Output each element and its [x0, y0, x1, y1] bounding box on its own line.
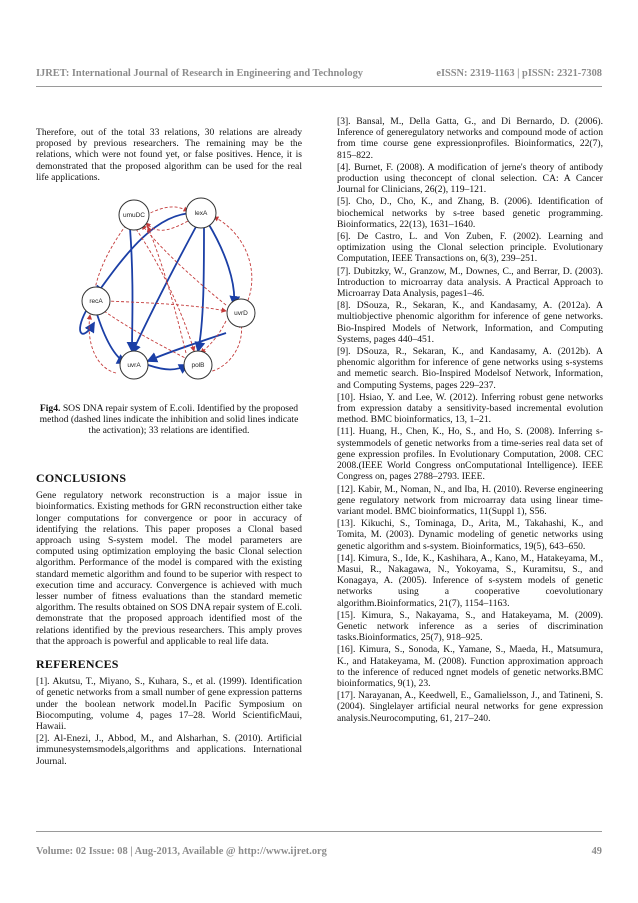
- node-label: uvrA: [127, 362, 141, 370]
- node-uvrA: [120, 351, 148, 379]
- reference-item: [17]. Narayanan, A., Keedwell, E., Gamalielsson, J., and Tatineni, S. (2004). Singlelayer artificial neural networks for gene expression analysis.Neurocomputing, 61, 217–240.: [337, 690, 603, 724]
- caption-label: Fig4.: [39, 403, 61, 415]
- edge-umuDC-recA: [94, 225, 126, 293]
- reference-item: [10]. Hsiao, Y. and Lee, W. (2012). Inferring robust gene networks from expression databy a sensitivity-based incremental evolution method. BMC bioinformatics, 13, 1–21.: [337, 391, 603, 426]
- reference-item: [1]. Akutsu, T., Miyano, S., Kuhara, S., et al. (1999). Identification of genetic networks from a small number of gene expression patterns under the boolean network model.In Pacific Symposium on Biocomputing, volume 4, pages 17–28. World ScientificMaui, Hawaii.: [36, 676, 302, 733]
- references-list-left: [36, 676, 302, 767]
- reference-item: [5]. Cho, D., Cho, K., and Zhang, B. (2006). Identification of biochemical networks by s-tree based genetic programming. Bioinformatics, 22(13), 1631–1640.: [337, 196, 603, 230]
- node-recA: [82, 287, 110, 315]
- reference-item: [9]. DSouza, R., Sekaran, K., and Kandasamy, A. (2012b). A phenomic algorithm for inference of gene networks using s-systems and memetic search. Bio-Inspired Modelsof Network, Information, and Computing Systems, pages 229–237.: [337, 346, 603, 391]
- reference-item: [2]. Al-Enezi, J., Abbod, M., and Alsharhan, S. (2010). Artificial immunesystemsmodels,algorithms and applications. International Journal.: [36, 733, 302, 767]
- caption-text: SOS DNA repair system of E.coli. Identified by the proposed method (dashed lines indicate the inhibition and solid lines indicate the activation); 33 relations are identified.: [39, 403, 299, 437]
- reference-item: [16]. Kimura, S., Sonoda, K., Yamane, S., Maeda, H., Matsumura, K., and Hatakeyama, M. (2008). Function approximation approach to the inference of reduced ngnet models of genetic networks.BMC bioinformatics, 9(1), 23.: [337, 644, 603, 689]
- reference-item: [15]. Kimura, S., Nakayama, S., and Hatakeyama, M. (2009). Genetic network inference as a series of discrimination tasks.Bioinformatics, 25(7), 918–925.: [337, 609, 603, 644]
- reference-item: [14]. Kimura, S., Ide, K., Kashihara, A., Kano, M., Hatakeyama, M., Masui, R., Nakagawa, N., Yokoyama, S., Kuramitsu, S., and Konagaya, A. (2005). Inference of s-system models of genetic networks using a cooperative coevolutionary algorithm.Bioinformatics, 21(7), 1154–1163.: [337, 552, 603, 609]
- edge-lexA-polB: [198, 225, 204, 351]
- page-number: 49: [591, 846, 602, 857]
- conclusions-heading: CONCLUSIONS: [36, 471, 127, 486]
- reference-item: [13]. Kikuchi, S., Tominaga, D., Arita, M., Takahashi, K., and Tomita, M. (2003). Dynamic modeling of genetic networks using genetic algorithm and s-system. Bioinformatics, 19(5), 643–650.: [337, 518, 603, 552]
- reference-item: [4]. Burnet, F. (2008). A modification of jerne's theory of antibody production using theconcept of clonal selection. CA: A Cancer Journal for Clinicians, 26(2), 119–121.: [337, 161, 603, 196]
- reference-item: [6]. De Castro, L. and Von Zuben, F. (2002). Learning and optimization using the Clonal selection principle. Evolutionary Computation, IEEE Transactions on, 6(3), 239–251.: [337, 231, 603, 265]
- reference-item: [11]. Huang, H., Chen, K., Ho, S., and Ho, S. (2008). Inferring s-systemmodels of genetic networks from a time-series real data set of gene expression profiles. In Evolutionary Computation, 2008. CEC 2008.(IEEE World Congress onComputational Intelligence). IEEE Congress on, pages 2788–2793. IEEE.: [337, 426, 603, 483]
- issn-line: eISSN: 2319-1163 | pISSN: 2321-7308: [436, 68, 602, 79]
- figure-4: [36, 193, 302, 463]
- edge-recA-uvrA: [96, 311, 126, 363]
- node-lexA: [186, 198, 216, 228]
- node-polB: [184, 351, 212, 379]
- node-label: umuDC: [122, 212, 146, 220]
- edge-recA-uvrD: [106, 301, 226, 311]
- node-umuDC: [119, 200, 149, 230]
- intro-paragraph: Therefore, out of the total 33 relations, 30 relations are already proposed by previous researchers. The remaining may be the relations, which were not found yet, or false positives. Hence, it is demonstrated that the proposed algorithm can be used for the real life applications.: [36, 127, 302, 183]
- node-uvrD: [227, 299, 255, 327]
- node-label: lexA: [194, 210, 208, 218]
- footer-rule: [36, 831, 602, 832]
- right-column: [337, 116, 603, 725]
- reference-item: [8]. DSouza, R., Sekaran, K., and Kandasamy, A. (2012a). A multiobjective phenomic algorithm for inference of gene networks. Bio-Inspired Models of Network, Information, and Computing Systems, pages 440–451.: [337, 300, 603, 345]
- left-column: [36, 127, 302, 768]
- journal-name: IJRET: International Journal of Research in Engineering and Technology: [36, 68, 363, 79]
- references-heading: REFERENCES: [36, 657, 119, 672]
- running-header: [36, 68, 602, 79]
- edge-uvrA-polB: [148, 365, 188, 370]
- reference-item: [7]. Dubitzky, W., Granzow, M., Downes, C., and Berrar, D. (2003). Introduction to microarray data analysis. A Practical Approach to Microarray Data Analysis, pages1–46.: [337, 265, 603, 300]
- reference-item: [12]. Kabir, M., Noman, N., and Iba, H. (2010). Reverse engineering gene regulatory network from microarray data using linear time-variant model. BMC bioinformatics, 11(Suppl 1), S56.: [337, 483, 603, 517]
- conclusions-paragraph: Gene regulatory network reconstruction is a major issue in bioinformatics. Existing methods for GRN reconstruction either take longer computations for convergence or poor in accuracy of identifying the relations. This paper proposes a Clonal based approach using S-system model. The model parameters are computed using optimization employing the basic Clonal selection algorithm. Performance of the model is compared with the existing standard memetic algorithm and found to be superior with respect to execution time and accuracy. Convergence is achieved with much lesser number of fitness evaluations than the standard memetic algorithm. The results obtained on SOS DNA repair system of E.coli. demonstrate that the proposed approach identified most of the relations identified by the previous researchers. This amply proves that the approach is powerful and applicable to real life data.: [36, 490, 303, 647]
- header-rule: [36, 86, 602, 87]
- node-label: polB: [191, 362, 205, 370]
- edge-uvrD-umuDC: [142, 225, 226, 305]
- edge-lexA-uvrD: [208, 223, 234, 305]
- inhibition-edges: [89, 207, 252, 373]
- reference-item: [3]. Bansal, M., Della Gatta, G., and Di Bernardo, D. (2006). Inference of generegulatory networks and compound mode of action from time course gene expressionprofiles. Bioinformatics, 22(7), 815–822.: [337, 116, 603, 161]
- figure-caption: [36, 403, 302, 437]
- edge-uvrD-lexA: [214, 217, 252, 305]
- gene-network-diagram: [76, 193, 266, 393]
- node-label: uvrD: [234, 310, 248, 318]
- volume-info: Volume: 02 Issue: 08 | Aug-2013, Available @ http://www.ijret.org: [36, 846, 327, 857]
- edge-umuDC-uvrA: [130, 228, 133, 351]
- edge-recA-polB: [104, 311, 191, 361]
- running-footer: [36, 846, 602, 857]
- node-label: recA: [89, 298, 103, 306]
- edge-polB-umuDC: [148, 227, 186, 353]
